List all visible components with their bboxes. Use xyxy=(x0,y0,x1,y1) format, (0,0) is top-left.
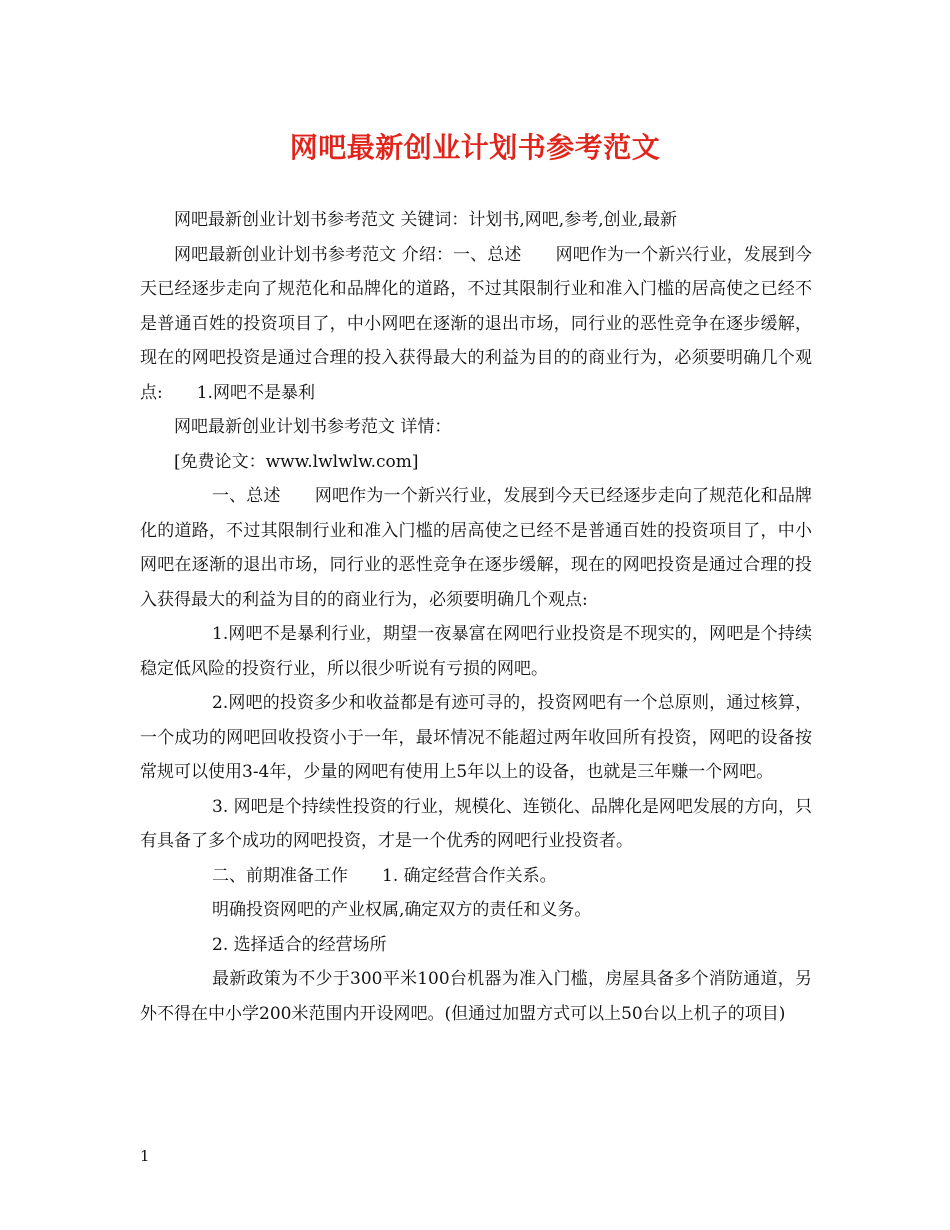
venue-heading: 2. 选择适合的经营场所 xyxy=(212,934,387,955)
source-note: [免费论文：www.lwlwlw.com] xyxy=(174,451,419,472)
document-title: 网吧最新创业计划书参考范文 xyxy=(289,131,661,164)
ownership-paragraph: 明确投资网吧的产业权属,确定双方的责任和义务。 xyxy=(212,900,592,920)
page-number: 1 xyxy=(140,1147,150,1165)
details-heading: 网吧最新创业计划书参考范文 详情： xyxy=(174,417,452,437)
point-3-paragraph: 3. 网吧是个持续性投资的行业，规模化、连锁化、品牌化是网吧发展的方向，只有具备了多个成功的网吧投资，才是一个优秀的网吧行业投资者。 xyxy=(140,796,812,851)
intro-paragraph: 网吧最新创业计划书参考范文 介绍：一、总述 网吧作为一个新兴行业，发展到今天已经逐步走向了规范化和品牌化的道路，不过其限制行业和准入门槛的居高使之已经不是普通百姓的投资项目了，中小网吧在逐渐的退出市场，同行业的恶性竞争在逐步缓解，现在的网吧投资是通过合理的投入获得最大的利益为目的的商业行为，必须要明确几个观点: 1.网吧不是暴利 xyxy=(140,244,812,403)
document-body xyxy=(140,203,812,1031)
overview-paragraph: 一、总述 网吧作为一个新兴行业，发展到今天已经逐步走向了规范化和品牌化的道路，不过其限制行业和准入门槛的居高使之已经不是普通百姓的投资项目了，中小网吧在逐渐的退出市场，同行业的恶性竞争在逐步缓解，现在的网吧投资是通过合理的投入获得最大的利益为目的的商业行为，必须要明确几个观点: xyxy=(140,486,812,610)
point-2-paragraph: 2.网吧的投资多少和收益都是有迹可寻的，投资网吧有一个总原则，通过核算，一个成功的网吧回收投资小于一年，最坏情况不能超过两年收回所有投资，网吧的设备按常规可以使用3-4年，少量的网吧有使用上5年以上的设备，也就是三年赚一个网吧。 xyxy=(140,693,812,782)
point-1-paragraph: 1.网吧不是暴利行业，期望一夜暴富在网吧行业投资是不现实的，网吧是个持续稳定低风险的投资行业，所以很少听说有亏损的网吧。 xyxy=(140,624,812,679)
preparation-heading: 二、前期准备工作 1. 确定经营合作关系。 xyxy=(212,865,557,886)
keywords-paragraph: 网吧最新创业计划书参考范文 关键词：计划书,网吧,参考,创业,最新 xyxy=(174,210,678,230)
policy-paragraph: 最新政策为不少于300平米100台机器为准入门槛，房屋具备多个消防通道，另外不得在中小学200米范围内开设网吧。(但通过加盟方式可以上50台以上机子的项目) xyxy=(140,969,812,1024)
